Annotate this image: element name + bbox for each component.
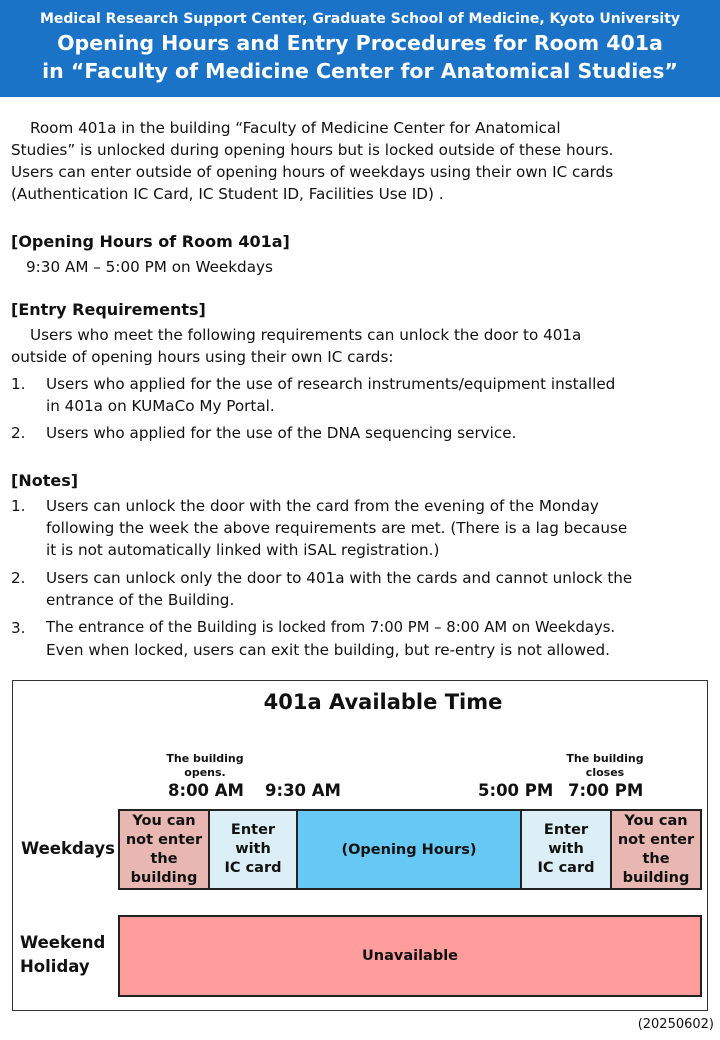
weekend-label bbox=[20, 931, 106, 979]
opening-hours-heading: [Opening Hours of Room 401a] bbox=[11, 232, 290, 251]
cell-line: building bbox=[622, 869, 690, 886]
building-closes-note-line: closes bbox=[585, 766, 625, 779]
time-label-open: 8:00 AM bbox=[168, 781, 244, 800]
cell-line: You can bbox=[132, 812, 196, 829]
notes-heading: [Notes] bbox=[11, 471, 79, 490]
requirement-text: Users who applied for the use of research instruments/equipment installed bbox=[46, 375, 616, 393]
entry-requirements-intro: outside of opening hours using their own IC cards: bbox=[11, 348, 394, 366]
building-opens-note bbox=[160, 752, 250, 780]
organization-name: Medical Research Support Center, Graduate School of Medicine, Kyoto University bbox=[39, 11, 681, 27]
note-text: Users can unlock only the door to 401a with the cards and cannot unlock the bbox=[46, 569, 633, 587]
cell-line: with bbox=[235, 841, 271, 857]
page-title-line2: in “Faculty of Medicine Center for Anatomical Studies” bbox=[42, 59, 678, 83]
opening-hours-cell: (Opening Hours) bbox=[296, 809, 522, 890]
requirement-text: Users who applied for the use of the DNA sequencing service. bbox=[46, 424, 517, 442]
requirement-number: 1. bbox=[11, 375, 26, 393]
cell-line: not enter bbox=[125, 831, 203, 848]
weekend-unavailable-cell: Unavailable bbox=[118, 915, 702, 997]
cell-line: Enter bbox=[543, 822, 589, 838]
schedule-title: 401a Available Time bbox=[263, 690, 503, 714]
entry-requirements-intro: Users who meet the following requirements can unlock the door to 401a bbox=[30, 326, 582, 344]
ic-card-evening-cell bbox=[520, 809, 612, 890]
building-opens-note-line: The building bbox=[166, 752, 244, 765]
cell-line: the bbox=[150, 850, 178, 867]
building-closes-note bbox=[560, 752, 650, 780]
header-banner bbox=[0, 0, 720, 97]
cell-line: the bbox=[642, 850, 670, 867]
weekend-label-line: Holiday bbox=[20, 957, 90, 976]
cell-line: Enter bbox=[230, 822, 276, 838]
ic-card-morning-cell bbox=[208, 809, 298, 890]
entry-requirements-heading: [Entry Requirements] bbox=[11, 300, 206, 319]
no-entry-morning-cell bbox=[118, 809, 210, 890]
time-label-end: 5:00 PM bbox=[478, 781, 554, 800]
building-closes-note-line: The building bbox=[566, 752, 644, 765]
time-label-start: 9:30 AM bbox=[265, 781, 341, 800]
opening-hours-text: 9:30 AM – 5:00 PM on Weekdays bbox=[26, 258, 273, 276]
cell-line: not enter bbox=[617, 831, 695, 848]
cell-line: with bbox=[548, 841, 584, 857]
cell-line: IC card bbox=[224, 860, 282, 876]
weekdays-label: Weekdays bbox=[21, 839, 115, 858]
no-entry-evening-cell bbox=[610, 809, 702, 890]
intro-line: (Authentication IC Card, IC Student ID, Facilities Use ID) . bbox=[11, 185, 444, 203]
requirement-text: in 401a on KUMaCo My Portal. bbox=[46, 397, 275, 415]
building-opens-note-line: opens. bbox=[184, 766, 226, 779]
note-text: entrance of the Building. bbox=[46, 591, 235, 609]
intro-line: Studies” is unlocked during opening hours but is locked outside of these hours. bbox=[11, 141, 614, 159]
cell-line: You can bbox=[624, 812, 688, 829]
page-title-line1: Opening Hours and Entry Procedures for Room 401a bbox=[57, 31, 663, 55]
cell-line: IC card bbox=[537, 860, 595, 876]
cell-line: building bbox=[130, 869, 198, 886]
weekend-label-line: Weekend bbox=[20, 933, 106, 952]
note-text: Users can unlock the door with the card from the evening of the Monday bbox=[46, 497, 599, 515]
note-text: The entrance of the Building is locked from 7:00 PM – 8:00 AM on Weekdays. bbox=[46, 619, 616, 636]
note-text: following the week the above requirements are met. (There is a lag because bbox=[46, 519, 628, 537]
requirement-number: 2. bbox=[11, 424, 26, 442]
intro-line: Room 401a in the building “Faculty of Medicine Center for Anatomical bbox=[30, 119, 561, 137]
version-code: (20250602) bbox=[637, 1017, 714, 1032]
intro-line: Users can enter outside of opening hours of weekdays using their own IC cards bbox=[11, 163, 614, 181]
note-number: 2. bbox=[11, 569, 26, 587]
note-text: Even when locked, users can exit the building, but re-entry is not allowed. bbox=[46, 641, 610, 659]
note-number: 1. bbox=[11, 497, 26, 515]
time-label-close: 7:00 PM bbox=[568, 781, 644, 800]
note-number: 3. bbox=[11, 619, 26, 637]
note-text: it is not automatically linked with iSAL registration.) bbox=[46, 541, 440, 559]
